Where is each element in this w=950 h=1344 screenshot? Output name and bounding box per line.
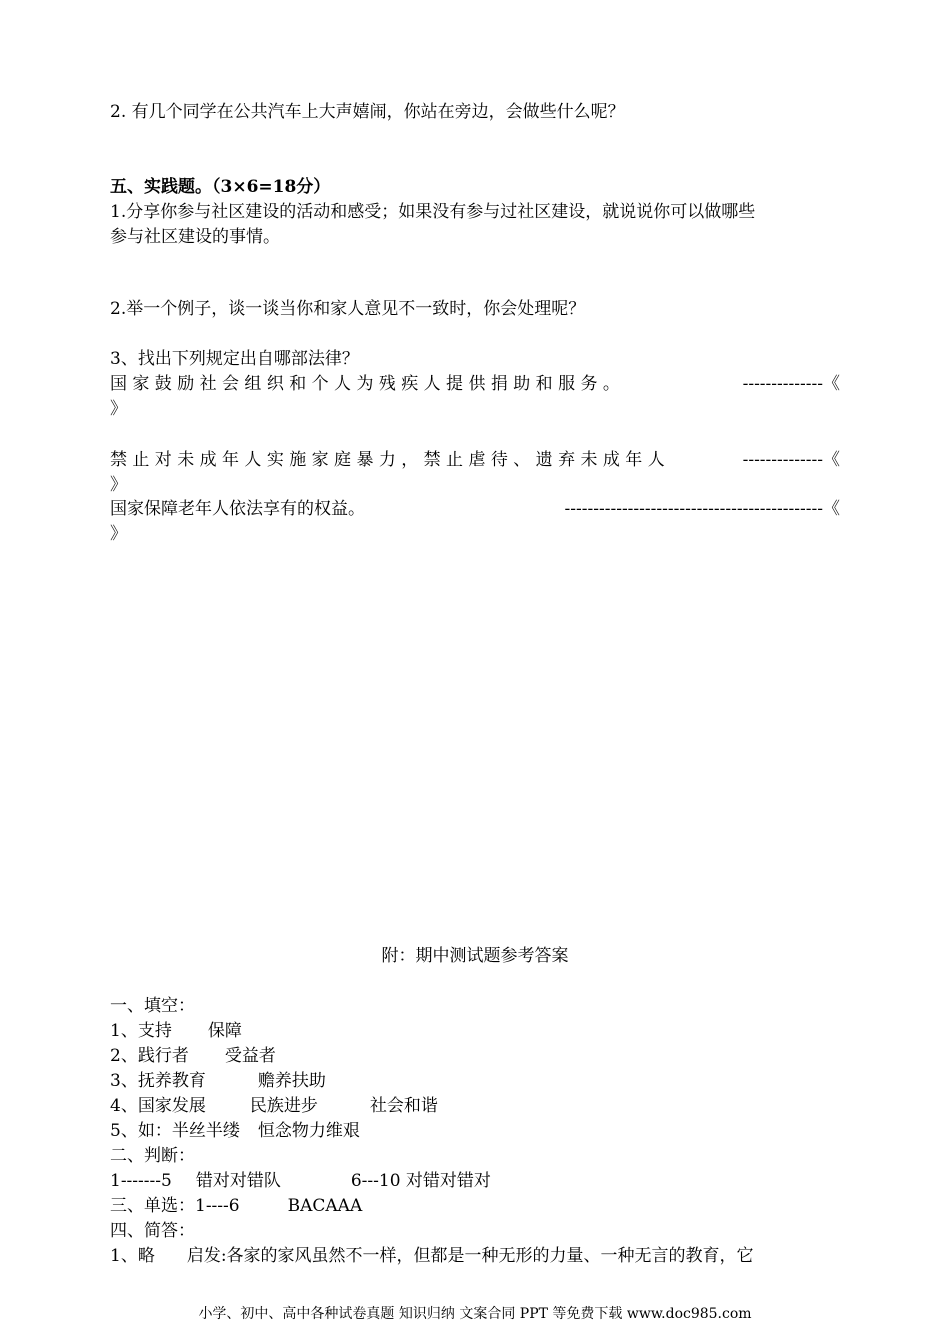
question-4-2: 2. 有几个同学在公共汽车上大声嬉闹，你站在旁边，会做些什么呢？ <box>110 102 625 122</box>
section-5-heading <box>110 176 330 198</box>
law-item-3-blank: ---------------------------------------------《 <box>564 499 840 519</box>
law-item-3-close: 》 <box>110 524 127 544</box>
answers-fill-4 <box>110 1095 438 1117</box>
question-5-2: 2.举一个例子，谈一谈当你和家人意见不一致时，你会处理呢？ <box>110 299 586 319</box>
law-item-2-blank: --------------《 <box>742 450 840 470</box>
law-item-3-text: 国家保障老年人依法享有的权益。 <box>110 499 365 519</box>
answer-text: 1、略 <box>110 1246 155 1266</box>
answers-fill-5 <box>110 1120 360 1142</box>
question-5-3: 3、找出下列规定出自哪部法律？ <box>110 349 359 369</box>
law-item-2-text: 禁 止 对 未 成 年 人 实 施 家 庭 暴 力 ， 禁 止 虐 待 、 遗 弃 未 成 年 人 <box>110 450 665 470</box>
question-5-1-line2: 参与社区建设的事情。 <box>110 227 280 247</box>
answer-text: 2、践行者 <box>110 1046 189 1066</box>
answers-judge-heading: 二、判断： <box>110 1146 195 1166</box>
law-item-1-blank: --------------《 <box>742 374 840 394</box>
answer-text: 社会和谐 <box>369 1096 438 1116</box>
section-5-title: 五、实践题。 <box>110 177 212 197</box>
answer-text: 恒念物力维艰 <box>257 1121 360 1141</box>
question-5-1-line1: 1.分享你参与社区建设的活动和感受；如果没有参与过社区建设，就说说你可以做哪些 <box>110 202 756 222</box>
answer-text: 5、如：半丝半缕 <box>110 1121 240 1141</box>
section-5-score: （3×6=18分） <box>212 177 331 197</box>
answer-text: 4、国家发展 <box>110 1096 206 1116</box>
answers-fill-heading: 一、填空： <box>110 996 195 1016</box>
law-item-2 <box>110 449 840 471</box>
answers-single <box>110 1195 362 1217</box>
answer-text: 错对对错队 <box>195 1171 281 1191</box>
answers-fill-2 <box>110 1045 276 1067</box>
answer-text: 1-------5 <box>110 1171 172 1191</box>
answers-fill-3 <box>110 1070 326 1092</box>
answers-short-heading: 四、简答： <box>110 1221 195 1241</box>
answer-text: 3、抚养教育 <box>110 1071 206 1091</box>
law-item-1-text: 国 家 鼓 励 社 会 组 织 和 个 人 为 残 疾 人 提 供 捐 助 和 服 务 。 <box>110 374 620 394</box>
answer-text: 1、支持 <box>110 1021 172 1041</box>
answer-text: 启发:各家的家风虽然不一样，但都是一种无形的力量、一种无言的教育，它 <box>186 1246 754 1266</box>
answer-text: 保障 <box>207 1021 242 1041</box>
law-item-3 <box>110 498 840 520</box>
law-item-1 <box>110 373 840 395</box>
answer-text: BACAAA <box>287 1196 363 1216</box>
answer-text: 三、单选：1----6 <box>110 1196 240 1216</box>
law-item-2-close: 》 <box>110 475 127 495</box>
answer-text: 受益者 <box>224 1046 276 1066</box>
answer-text: 6---10 对错对错对 <box>350 1171 491 1191</box>
answer-text: 赡养扶助 <box>257 1071 326 1091</box>
answers-title: 附：期中测试题参考答案 <box>381 946 569 966</box>
answers-short-1 <box>110 1245 754 1267</box>
answer-text: 民族进步 <box>249 1096 318 1116</box>
page-footer: 小学、初中、高中各种试卷真题 知识归纳 文案合同 PPT 等免费下载 www.doc985.com <box>198 1306 752 1322</box>
answers-judge <box>110 1170 491 1192</box>
answers-fill-1 <box>110 1020 242 1042</box>
law-item-1-close: 》 <box>110 399 127 419</box>
